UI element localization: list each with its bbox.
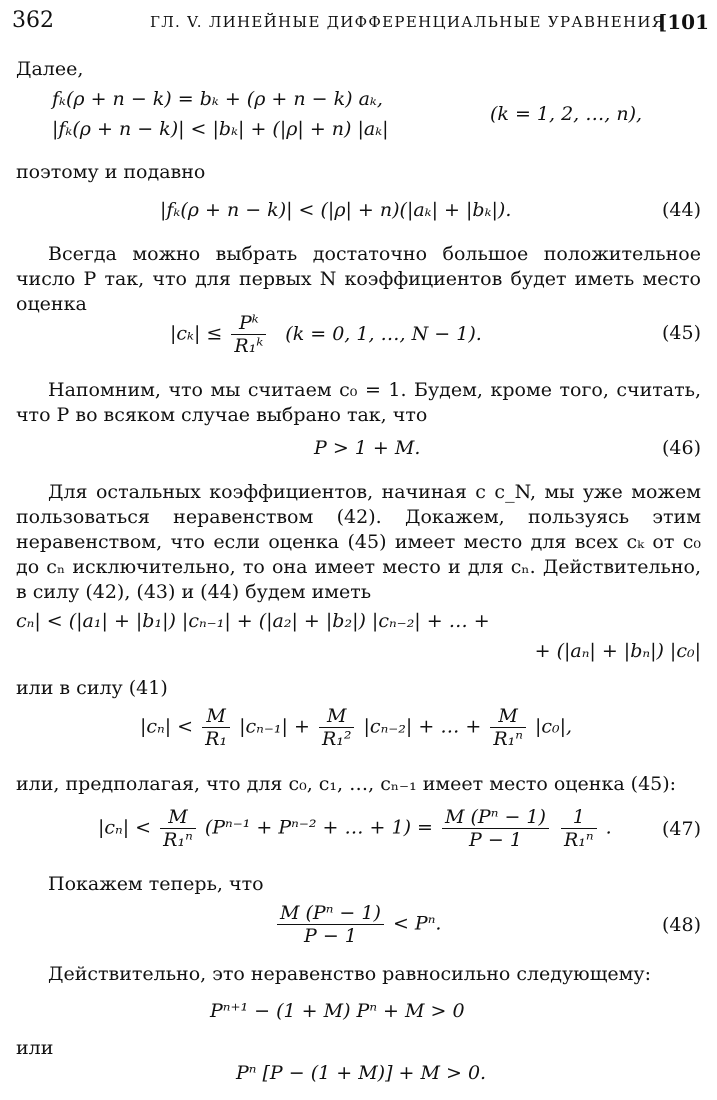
- paragraph-2: поэтому и подавно: [16, 161, 206, 183]
- equation-47-fraction-2-num: M (Pⁿ − 1): [442, 806, 549, 829]
- equation-48-end: < Pⁿ.: [392, 912, 442, 935]
- equation-44-number: (44): [661, 199, 701, 221]
- equation-47-fraction-3-num: 1: [561, 806, 597, 829]
- equation-d: Pⁿ⁺¹ − (1 + M) Pⁿ + M > 0: [210, 1000, 465, 1022]
- equation-48-number: (48): [661, 914, 701, 936]
- equation-45-denominator: R₁ᵏ: [234, 335, 264, 357]
- equation-b-line2: + (|aₙ| + |bₙ|) |c₀|: [534, 640, 701, 662]
- paragraph-5: Для остальных коэффициентов, начиная с c_N, мы уже можем пользоваться неравенством (42). Докажем, пользуясь этим неравенством, что если оценка (45) имеет место для всех cₖ от c₀ до cₙ исключительно, то она имеет место и для cₙ. Действительно, в силу (42), (43) и (44) будем иметь: [16, 481, 701, 603]
- equation-c-fraction-1: [202, 705, 230, 750]
- equation-45-fraction: [231, 312, 266, 357]
- equation-e: Pⁿ [P − (1 + M)] + M > 0.: [236, 1062, 487, 1084]
- paragraph-9: Действительно, это неравенство равносильно следующему:: [48, 963, 651, 985]
- equation-45: [170, 312, 482, 357]
- paragraph-3: Всегда можно выбрать достаточно большое положительное число P так, что для первых N коэффициентов будет иметь место оценка: [16, 243, 701, 315]
- equation-45-number: (45): [661, 322, 701, 344]
- running-head: ГЛ. V. ЛИНЕЙНЫЕ ДИФФЕРЕНЦИАЛЬНЫЕ УРАВНЕНИЯ: [150, 13, 666, 31]
- equation-b-line1: cₙ| < (|a₁| + |b₁|) |cₙ₋₁| + (|a₂| + |b₂|) |cₙ₋₂| + … +: [16, 610, 490, 632]
- equation-45-left: |cₖ| ≤: [170, 322, 223, 345]
- equation-48: [274, 902, 441, 947]
- equation-47-fraction-3: [561, 806, 597, 851]
- equation-47-fraction-2: [442, 806, 549, 851]
- equation-c-fraction-2-num: M: [319, 705, 355, 728]
- equation-46: P > 1 + M.: [314, 437, 421, 459]
- equation-47-fraction-3-den: R₁ⁿ: [563, 829, 594, 851]
- page-header: [12, 8, 709, 38]
- equation-47-middle: (Pⁿ⁻¹ + Pⁿ⁻² + … + 1) =: [204, 816, 433, 839]
- equation-a-line2: |fₖ(ρ + n − k)| < |bₖ| + (|ρ| + n) |aₖ|: [52, 118, 389, 140]
- equation-47-start: |cₙ| <: [98, 816, 152, 839]
- equation-c-start: |cₙ| <: [140, 715, 194, 738]
- equation-47-fraction-1-den: R₁ⁿ: [163, 829, 193, 851]
- equation-c-term-2: |cₙ₋₂| + … +: [363, 715, 482, 738]
- equation-45-numerator: Pᵏ: [231, 312, 266, 335]
- equation-a-condition: (k = 1, 2, …, n),: [490, 103, 643, 125]
- paragraph-4: Напомним, что мы считаем c₀ = 1. Будем, кроме того, считать, что P во всяком случае выбрано так, что: [16, 379, 701, 426]
- section-number: [101: [657, 10, 709, 34]
- equation-c-fraction-3-den: R₁ⁿ: [493, 728, 523, 750]
- equation-c-fraction-2-den: R₁²: [321, 728, 352, 750]
- equation-c-fraction-2: [319, 705, 355, 750]
- equation-48-fraction: [277, 902, 384, 947]
- equation-c: [140, 705, 572, 750]
- equation-48-fraction-num: M (Pⁿ − 1): [277, 902, 384, 925]
- paragraph-1: Далее,: [16, 58, 84, 80]
- paragraph-10: или: [16, 1037, 54, 1059]
- equation-47-end: .: [605, 816, 612, 839]
- equation-c-fraction-3-num: M: [490, 705, 526, 728]
- paragraph-8: Покажем теперь, что: [48, 873, 264, 895]
- equation-47-fraction-1-num: M: [160, 806, 196, 829]
- equation-47-fraction-1: [160, 806, 196, 851]
- equation-45-condition: (k = 0, 1, …, N − 1).: [285, 322, 482, 345]
- equation-47-number: (47): [661, 818, 701, 840]
- equation-c-fraction-3: [490, 705, 526, 750]
- paragraph-7: или, предполагая, что для c₀, c₁, …, cₙ₋₁ имеет место оценка (45):: [16, 773, 677, 795]
- equation-a-line1: fₖ(ρ + n − k) = bₖ + (ρ + n − k) aₖ,: [52, 88, 383, 110]
- paragraph-6: или в силу (41): [16, 677, 168, 699]
- equation-47: [98, 806, 612, 851]
- equation-c-term-3: |c₀|,: [535, 715, 573, 738]
- equation-44: |fₖ(ρ + n − k)| < (|ρ| + n)(|aₖ| + |bₖ|).: [160, 199, 512, 221]
- equation-c-term-1: |cₙ₋₁| +: [239, 715, 310, 738]
- page-number: 362: [12, 8, 54, 33]
- equation-c-fraction-1-num: M: [202, 705, 230, 728]
- equation-47-fraction-2-den: P − 1: [469, 829, 522, 851]
- equation-46-number: (46): [661, 437, 701, 459]
- equation-48-fraction-den: P − 1: [304, 925, 357, 947]
- equation-c-fraction-1-den: R₁: [205, 728, 228, 750]
